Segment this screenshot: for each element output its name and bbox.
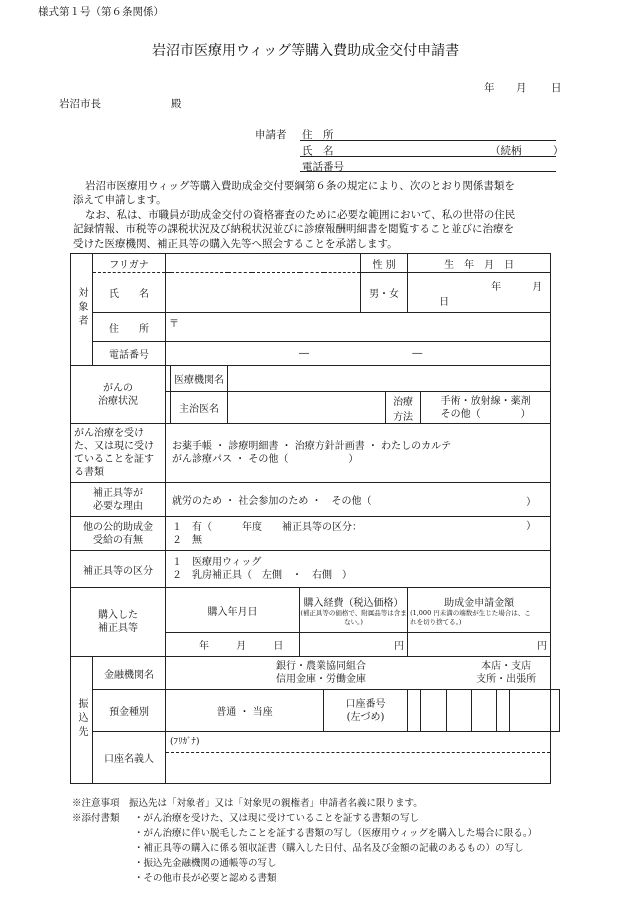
applicant-relation: （続柄 ）	[490, 145, 564, 157]
birth-date-field[interactable]	[408, 273, 551, 313]
applicant-name-line[interactable]	[300, 156, 556, 157]
form-number: 様式第１号（第６条関係）	[38, 6, 164, 18]
other-subsidy-opt-1: １ 有（ 年度 補正具等の区分：	[172, 521, 362, 533]
intro-p2-line1: なお、私は、市職員が助成金交付の資格審査のために必要な範囲において、私の世帯の住民	[85, 209, 516, 221]
transfer-label-cell	[71, 657, 93, 784]
bank-types-1: 銀行・農業協同組合	[276, 661, 366, 672]
reason-options-text: 就労のため ・ 社会参加のため ・ その他（	[172, 496, 372, 507]
purchase-date-day: 日	[273, 641, 284, 652]
proof-label-3: ていることを証す	[74, 454, 154, 465]
subject-label-cell	[71, 254, 93, 366]
intro-p1-line1: 岩沼市医療用ウィッグ等購入費助成金交付要綱第６条の規定により、次のとおり関係書類を	[85, 180, 515, 192]
applicant-address-label: 住 所	[302, 129, 334, 141]
reason-close: ）	[526, 497, 537, 508]
intro-p2-line2: 記録情報、市税等の課税状況及び納税状況並びに診療報酬明細書を閲覧すること並びに治療を	[73, 223, 514, 235]
account-holder-furigana: (ﾌﾘｶﾞﾅ)	[166, 732, 550, 753]
account-digit-4[interactable]	[472, 690, 497, 732]
attachment-1: ・がん治療を受けた、又は現に受けていることを証する書類の写し	[134, 813, 420, 824]
addressee: 岩沼市長	[59, 98, 101, 110]
caution-note: ※注意事項 振込先は「対象者」又は「対象児の親権者」申請者名義に限ります。	[72, 798, 423, 809]
proof-options[interactable]	[166, 424, 551, 483]
purchase-cost-note: (補正具等の価格で、附属品等は含まない。)	[300, 608, 407, 626]
postal-mark: 〒	[169, 319, 179, 330]
category-opt-2: ２ 乳房補正具（ 左側 ・ 右側 ）	[172, 570, 352, 581]
doctor-field[interactable]	[228, 392, 386, 424]
institution-label: 医療機関名	[171, 366, 228, 392]
account-digit-3[interactable]	[447, 690, 472, 732]
purchase-amount-title: 助成金申請金額	[444, 597, 515, 609]
purchase-amount-note-2: れを切り捨てる。)	[410, 617, 462, 626]
bank-field[interactable]	[166, 657, 551, 690]
account-digit-7[interactable]	[551, 690, 560, 732]
purchase-amount-header	[408, 588, 551, 633]
birth-year: 年	[491, 281, 502, 293]
purchase-cost-field[interactable]	[300, 633, 408, 657]
attachment-4: ・振込先金融機関の通帳等の写し	[134, 858, 277, 869]
other-subsidy-label-2: 受給の有無	[93, 534, 143, 546]
bank-types	[276, 660, 366, 686]
purchase-label-cell	[71, 588, 166, 657]
attachments-label: ※添付書類	[72, 813, 120, 824]
proof-label-1: がん治療を受け	[74, 428, 144, 439]
gender-header: 性 別	[361, 254, 408, 273]
other-subsidy-label-cell	[71, 517, 166, 551]
subject-name-label: 氏 名	[93, 273, 166, 313]
reason-label-1: 補正具等が	[93, 487, 143, 499]
form-title: 岩沼市医療用ウィッグ等購入費助成金交付申請書	[152, 43, 460, 59]
subject-address-field[interactable]	[166, 313, 551, 342]
treatment-label-2: 治療状況	[98, 395, 138, 407]
birth-month: 月	[532, 281, 543, 293]
method-label: 治療方法	[386, 392, 421, 424]
purchase-cost-yen: 円	[394, 641, 405, 652]
purchase-date-field[interactable]	[166, 633, 300, 657]
applicant-label: 申請者	[255, 129, 287, 141]
applicant-phone-label: 電話番号	[302, 161, 344, 173]
purchase-amount-field[interactable]	[408, 633, 551, 657]
bank-label: 金融機関名	[93, 657, 166, 690]
doctor-label: 主治医名	[171, 392, 228, 424]
account-holder-name-field[interactable]	[166, 753, 550, 783]
birth-header: 生 年 月 日	[408, 254, 551, 273]
transfer-label: 振込先	[76, 697, 87, 740]
treatment-label-cell	[71, 366, 166, 424]
furigana-field[interactable]	[166, 254, 361, 273]
subject-name-field[interactable]	[166, 273, 361, 313]
purchase-cost-header	[300, 588, 408, 633]
method-options[interactable]	[421, 392, 551, 424]
purchase-amount-yen: 円	[537, 641, 548, 652]
proof-options-2: がん診療パス ・ その他（ ）	[172, 454, 359, 465]
subject-phone-field[interactable]	[166, 342, 551, 366]
subject-label: 対象者	[76, 287, 87, 329]
method-opt-2: その他（ ）	[440, 408, 531, 420]
other-subsidy-close: ）	[526, 521, 537, 532]
account-digit-2[interactable]	[421, 690, 447, 732]
method-opt-1: 手術・放射線・薬剤	[440, 395, 531, 407]
proof-label-2: た、又は現に受け	[74, 441, 154, 452]
reason-label-cell	[71, 483, 166, 517]
other-subsidy-options[interactable]	[166, 517, 551, 551]
applicant-address-line[interactable]	[300, 140, 556, 141]
purchase-label-1: 購入した	[98, 610, 138, 621]
treatment-label-1: がんの	[103, 382, 133, 394]
gender-options[interactable]: 男・女	[361, 273, 408, 313]
category-label: 補正具等の区分	[71, 551, 166, 588]
account-type-label: 預金種別	[93, 690, 166, 732]
date-year-label: 年	[484, 82, 495, 94]
subject-address-label: 住 所	[93, 313, 166, 342]
honorific: 殿	[171, 98, 182, 110]
purchase-cost-title: 購入経費（税込価格）	[303, 597, 404, 609]
account-number-label-1: 口座番号	[345, 698, 386, 710]
purchase-label-2: 補正具等	[98, 623, 138, 634]
intro-p2-line3: 受けた医療機関、補正具等の購入先等へ照会することを承諾します。	[73, 238, 398, 250]
category-options[interactable]	[166, 551, 551, 588]
furigana-label: フリガナ	[93, 254, 166, 273]
other-subsidy-label-1: 他の公的助成金	[83, 521, 153, 533]
applicant-name-label: 氏 名	[302, 145, 334, 157]
account-type-options[interactable]: 普通 ・ 当座	[166, 690, 324, 732]
date-day-label: 日	[551, 82, 562, 94]
attachment-3: ・補正具等の購入に係る領収証書（購入した日付、品名及び金額の記載のあるもの）の写し	[134, 843, 524, 854]
attachment-2: ・がん治療に伴い脱毛したことを証する書類の写し（医療用ウィッグを購入した場合に限る。）	[134, 828, 538, 839]
account-digit-6[interactable]	[510, 690, 551, 732]
attachment-5: ・その他市長が必要と認める書類	[134, 873, 277, 884]
account-digit-1[interactable]	[408, 690, 421, 732]
purchase-date-year: 年	[199, 641, 209, 652]
phone-dash-1: ―	[299, 348, 309, 359]
category-opt-1: １ 医療用ウィッグ	[172, 557, 262, 568]
account-holder-field[interactable]	[166, 732, 551, 784]
purchase-date-header: 購入年月日	[166, 588, 300, 633]
proof-label-4: る書類	[74, 467, 104, 478]
phone-dash-2: ―	[412, 348, 423, 359]
institution-field[interactable]	[228, 366, 551, 392]
branch-types	[476, 660, 536, 686]
intro-p1-line2: 添えて申請します。	[73, 194, 167, 206]
reason-label-2: 必要な理由	[93, 500, 143, 512]
proof-options-1: お薬手帳 ・ 診療明細書 ・ 治療方針計画書 ・ わたしのカルテ	[172, 441, 452, 452]
birth-day: 日	[439, 296, 450, 308]
account-number-label	[324, 690, 408, 732]
bank-types-2: 信用金庫・労働金庫	[276, 674, 366, 685]
proof-label-cell	[71, 424, 166, 483]
account-number-label-2: (左づめ)	[346, 711, 385, 723]
subject-phone-label: 電話番号	[93, 342, 166, 366]
other-subsidy-opt-2: ２ 無	[172, 534, 202, 546]
branch-types-2: 支所・出張所	[476, 674, 537, 685]
applicant-phone-line[interactable]	[300, 171, 556, 172]
account-holder-label: 口座名義人	[93, 732, 166, 784]
account-digit-5[interactable]	[497, 690, 510, 732]
purchase-date-month: 月	[236, 641, 247, 652]
reason-options[interactable]	[166, 483, 551, 517]
branch-types-1: 本店・支店	[481, 661, 532, 672]
purchase-amount-note-1: (1,000 円未満の端数が生じた場合は、こ	[410, 608, 531, 617]
date-month-label: 月	[516, 82, 527, 94]
application-form-table	[70, 253, 560, 784]
